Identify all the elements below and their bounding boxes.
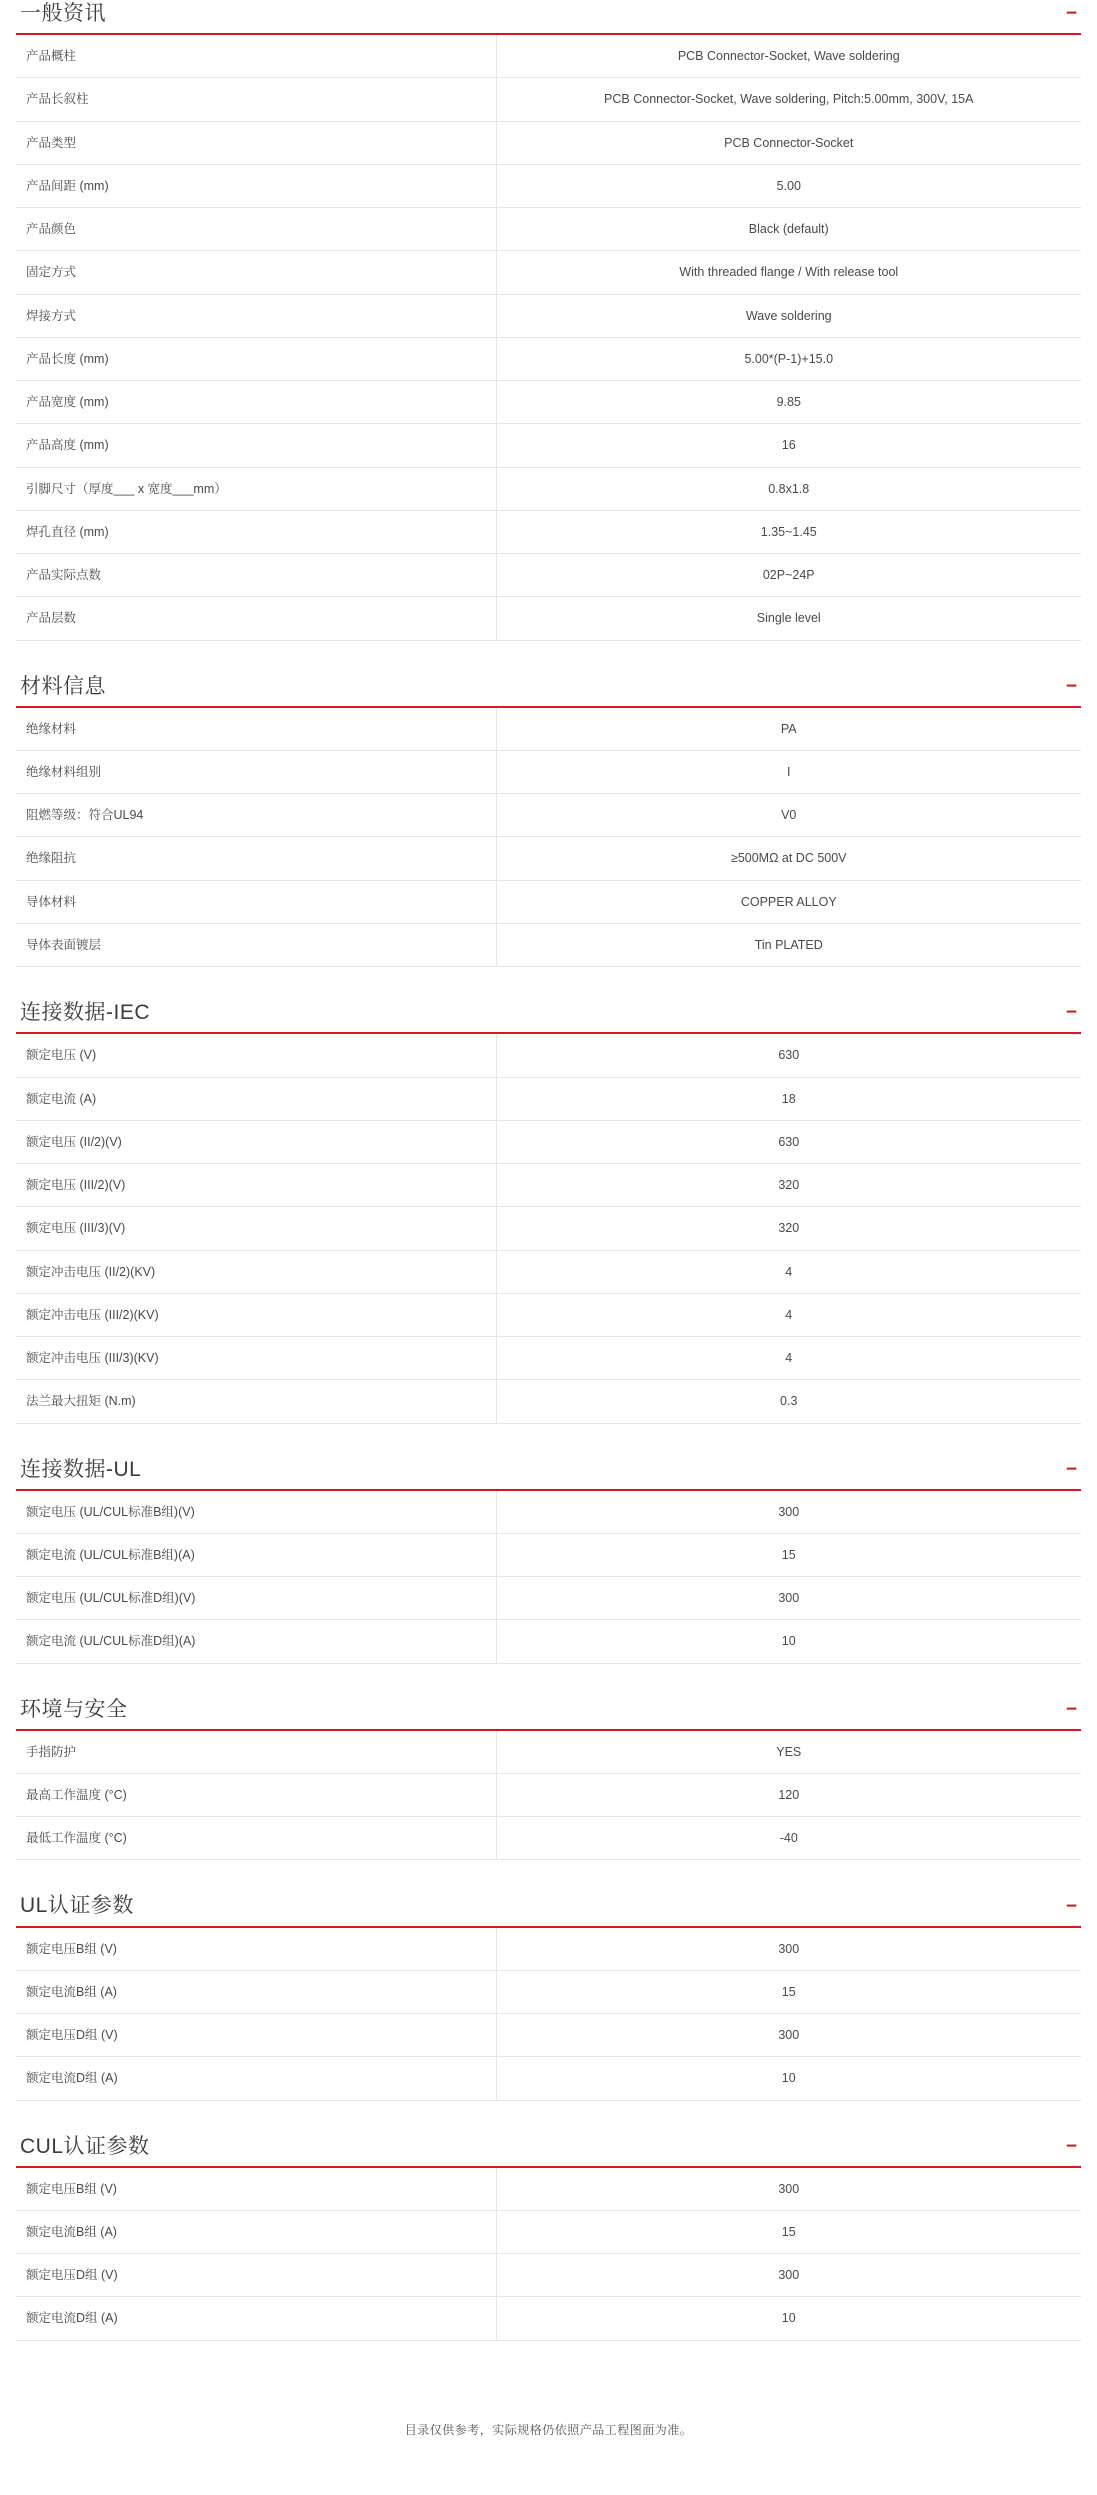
section-cul-certification (16, 2135, 1081, 2341)
spec-value: 10 (781, 2071, 796, 2086)
spec-value: 300 (778, 2181, 800, 2196)
spec-value: 15 (781, 1547, 796, 1562)
spec-value: 4 (785, 1264, 793, 1279)
spec-value: 0.3 (780, 1394, 798, 1409)
spec-key: 额定电流B组 (A) (16, 2210, 496, 2253)
spec-key: 额定电流 (A) (16, 1077, 496, 1120)
table-row (16, 880, 1081, 923)
spec-key: 最低工作温度 (°C) (16, 1817, 496, 1860)
section-header-ul-certification (16, 1894, 1081, 1927)
section-header-environment-safety (16, 1698, 1081, 1731)
spec-value: 15 (781, 1984, 796, 1999)
table-row (16, 164, 1081, 207)
spec-value: 320 (778, 1221, 800, 1236)
spec-key: 额定电压 (V) (16, 1034, 496, 1077)
section-header-cul-certification (16, 2135, 1081, 2168)
spec-value: PCB Connector-Socket (724, 135, 854, 150)
collapse-minus-icon[interactable]: − (1065, 1698, 1077, 1720)
table-row (16, 2014, 1081, 2057)
footer-note: 目录仅供参考，实际规格仍依照产品工程图面为准。 (404, 2422, 693, 2437)
spec-value: 300 (778, 2028, 800, 2043)
table-row (16, 2210, 1081, 2253)
spec-key: 产品宽度 (mm) (16, 381, 496, 424)
table-row (16, 78, 1081, 121)
section-environment-safety (16, 1698, 1081, 1861)
table-row (16, 554, 1081, 597)
collapse-minus-icon[interactable]: − (1065, 1895, 1077, 1917)
spec-key: 额定冲击电压 (III/2)(KV) (16, 1293, 496, 1336)
table-row (16, 1928, 1081, 1971)
section-title-connection-data-iec: 连接数据-IEC (20, 1001, 150, 1025)
table-row (16, 381, 1081, 424)
spec-key: 额定电流 (UL/CUL标准D组)(A) (16, 1620, 496, 1663)
spec-key: 引脚尺寸（厚度___ x 宽度___mm） (16, 467, 496, 510)
spec-value: -40 (779, 1831, 798, 1846)
table-row (16, 510, 1081, 553)
section-ul-certification (16, 1894, 1081, 2100)
sections-container (16, 2, 1081, 2341)
table-row (16, 708, 1081, 751)
table-row (16, 1817, 1081, 1860)
spec-key: 额定冲击电压 (II/2)(KV) (16, 1250, 496, 1293)
table-row (16, 1773, 1081, 1816)
table-row (16, 2057, 1081, 2100)
spec-key: 固定方式 (16, 251, 496, 294)
table-row (16, 2254, 1081, 2297)
spec-table-cul-certification (16, 2168, 1081, 2341)
table-row (16, 923, 1081, 966)
spec-value: YES (776, 1744, 802, 1759)
table-row (16, 597, 1081, 640)
spec-value: I (787, 764, 791, 779)
spec-value: 0.8x1.8 (768, 481, 810, 496)
spec-value: 300 (778, 1941, 800, 1956)
table-row (16, 2168, 1081, 2211)
spec-value: Black (default) (748, 222, 829, 237)
spec-value: 4 (785, 1307, 793, 1322)
section-title-material-info: 材料信息 (20, 674, 106, 698)
table-row (16, 1380, 1081, 1423)
spec-value: 16 (781, 438, 796, 453)
spec-value: Single level (756, 611, 821, 626)
spec-value: 300 (778, 2268, 800, 2283)
spec-key: 额定电压 (UL/CUL标准D组)(V) (16, 1577, 496, 1620)
spec-key: 产品颜色 (16, 208, 496, 251)
spec-key: 绝缘阻抗 (16, 837, 496, 880)
section-material-info (16, 675, 1081, 968)
table-row (16, 1077, 1081, 1120)
spec-key: 焊接方式 (16, 294, 496, 337)
section-general-info (16, 2, 1081, 641)
spec-value: PCB Connector-Socket, Wave soldering (677, 49, 900, 64)
table-row (16, 1620, 1081, 1663)
table-row (16, 794, 1081, 837)
spec-key: 额定冲击电压 (III/3)(KV) (16, 1337, 496, 1380)
section-title-ul-certification: UL认证参数 (20, 1894, 134, 1918)
spec-value: 300 (778, 1591, 800, 1606)
section-connection-data-ul (16, 1458, 1081, 1664)
spec-value: 18 (781, 1091, 796, 1106)
table-row (16, 750, 1081, 793)
table-row (16, 2297, 1081, 2340)
table-row (16, 1337, 1081, 1380)
table-row (16, 1164, 1081, 1207)
spec-key: 产品长叙柱 (16, 78, 496, 121)
spec-value: 15 (781, 2224, 796, 2239)
spec-value: With threaded flange / With release tool (679, 265, 899, 280)
spec-value: 630 (778, 1048, 800, 1063)
spec-key: 手指防护 (16, 1731, 496, 1774)
spec-table-connection-data-ul (16, 1491, 1081, 1664)
section-header-material-info (16, 675, 1081, 708)
spec-table-general-info (16, 35, 1081, 641)
spec-value: 320 (778, 1178, 800, 1193)
spec-value: 300 (778, 1504, 800, 1519)
spec-value: 10 (781, 2311, 796, 2326)
spec-value: COPPER ALLOY (740, 894, 837, 909)
spec-value: 1.35~1.45 (760, 524, 817, 539)
collapse-minus-icon[interactable]: − (1065, 2135, 1077, 2157)
table-row (16, 208, 1081, 251)
collapse-minus-icon[interactable]: − (1065, 1458, 1077, 1480)
collapse-minus-icon[interactable]: − (1065, 675, 1077, 697)
spec-key: 最高工作温度 (°C) (16, 1773, 496, 1816)
spec-value: V0 (781, 808, 797, 823)
section-title-environment-safety: 环境与安全 (20, 1697, 128, 1721)
table-row (16, 1970, 1081, 2013)
table-row (16, 467, 1081, 510)
spec-key: 额定电压B组 (V) (16, 2168, 496, 2211)
spec-key: 额定电压 (II/2)(V) (16, 1120, 496, 1163)
spec-value: 4 (785, 1351, 793, 1366)
spec-value: PA (780, 721, 797, 736)
section-header-connection-data-ul (16, 1458, 1081, 1491)
table-row (16, 337, 1081, 380)
table-row (16, 1577, 1081, 1620)
spec-key: 产品概柱 (16, 35, 496, 78)
spec-key: 额定电压 (III/2)(V) (16, 1164, 496, 1207)
spec-value: Tin PLATED (754, 937, 823, 952)
table-row (16, 1120, 1081, 1163)
table-row (16, 1491, 1081, 1534)
collapse-minus-icon[interactable]: − (1065, 3, 1077, 25)
spec-key: 额定电流D组 (A) (16, 2297, 496, 2340)
table-row (16, 837, 1081, 880)
spec-key: 额定电压 (III/3)(V) (16, 1207, 496, 1250)
spec-key: 阻燃等级：符合UL94 (16, 794, 496, 837)
spec-table-connection-data-iec (16, 1034, 1081, 1423)
section-title-cul-certification: CUL认证参数 (20, 2134, 150, 2158)
spec-key: 额定电压D组 (V) (16, 2254, 496, 2297)
table-row (16, 251, 1081, 294)
section-header-connection-data-iec (16, 1001, 1081, 1034)
spec-key: 绝缘材料组别 (16, 750, 496, 793)
spec-key: 产品间距 (mm) (16, 164, 496, 207)
spec-key: 额定电压 (UL/CUL标准B组)(V) (16, 1491, 496, 1534)
spec-key: 产品类型 (16, 121, 496, 164)
spec-key: 额定电压B组 (V) (16, 1928, 496, 1971)
spec-key: 法兰最大扭矩 (N.m) (16, 1380, 496, 1423)
spec-table-material-info (16, 708, 1081, 968)
table-row (16, 1034, 1081, 1077)
table-row (16, 1731, 1081, 1774)
spec-key: 绝缘材料 (16, 708, 496, 751)
spec-key: 产品实际点数 (16, 554, 496, 597)
spec-table-ul-certification (16, 1928, 1081, 2101)
section-title-general-info: 一般资讯 (20, 2, 106, 25)
table-row (16, 1533, 1081, 1576)
spec-key: 额定电压D组 (V) (16, 2014, 496, 2057)
spec-value: 630 (778, 1134, 800, 1149)
spec-value: 10 (781, 1634, 796, 1649)
section-connection-data-iec (16, 1001, 1081, 1423)
spec-key: 产品高度 (mm) (16, 424, 496, 467)
spec-key: 额定电流D组 (A) (16, 2057, 496, 2100)
spec-value: 02P~24P (762, 568, 815, 583)
spec-value: 5.00 (776, 178, 801, 193)
spec-value: 9.85 (776, 395, 801, 410)
section-title-connection-data-ul: 连接数据-UL (20, 1457, 142, 1481)
spec-value: Wave soldering (745, 308, 832, 323)
table-row (16, 35, 1081, 78)
spec-key: 额定电流 (UL/CUL标准B组)(A) (16, 1533, 496, 1576)
spec-key: 导体表面镀层 (16, 923, 496, 966)
spec-table-environment-safety (16, 1731, 1081, 1861)
spec-key: 导体材料 (16, 880, 496, 923)
spec-key: 产品长度 (mm) (16, 337, 496, 380)
spec-value: PCB Connector-Socket, Wave soldering, Pitch:5.00mm, 300V, 15A (604, 92, 974, 107)
table-row (16, 1250, 1081, 1293)
spec-value: 5.00*(P-1)+15.0 (744, 351, 834, 366)
table-row (16, 1293, 1081, 1336)
spec-key: 额定电流B组 (A) (16, 1970, 496, 2013)
section-header-general-info (16, 2, 1081, 35)
collapse-minus-icon[interactable]: − (1065, 1002, 1077, 1024)
spec-key: 焊孔直径 (mm) (16, 510, 496, 553)
table-row (16, 1207, 1081, 1250)
spec-key: 产品层数 (16, 597, 496, 640)
table-row (16, 424, 1081, 467)
table-row (16, 294, 1081, 337)
spec-value: 120 (778, 1787, 800, 1802)
spec-value: ≥500MΩ at DC 500V (730, 851, 847, 866)
table-row (16, 121, 1081, 164)
